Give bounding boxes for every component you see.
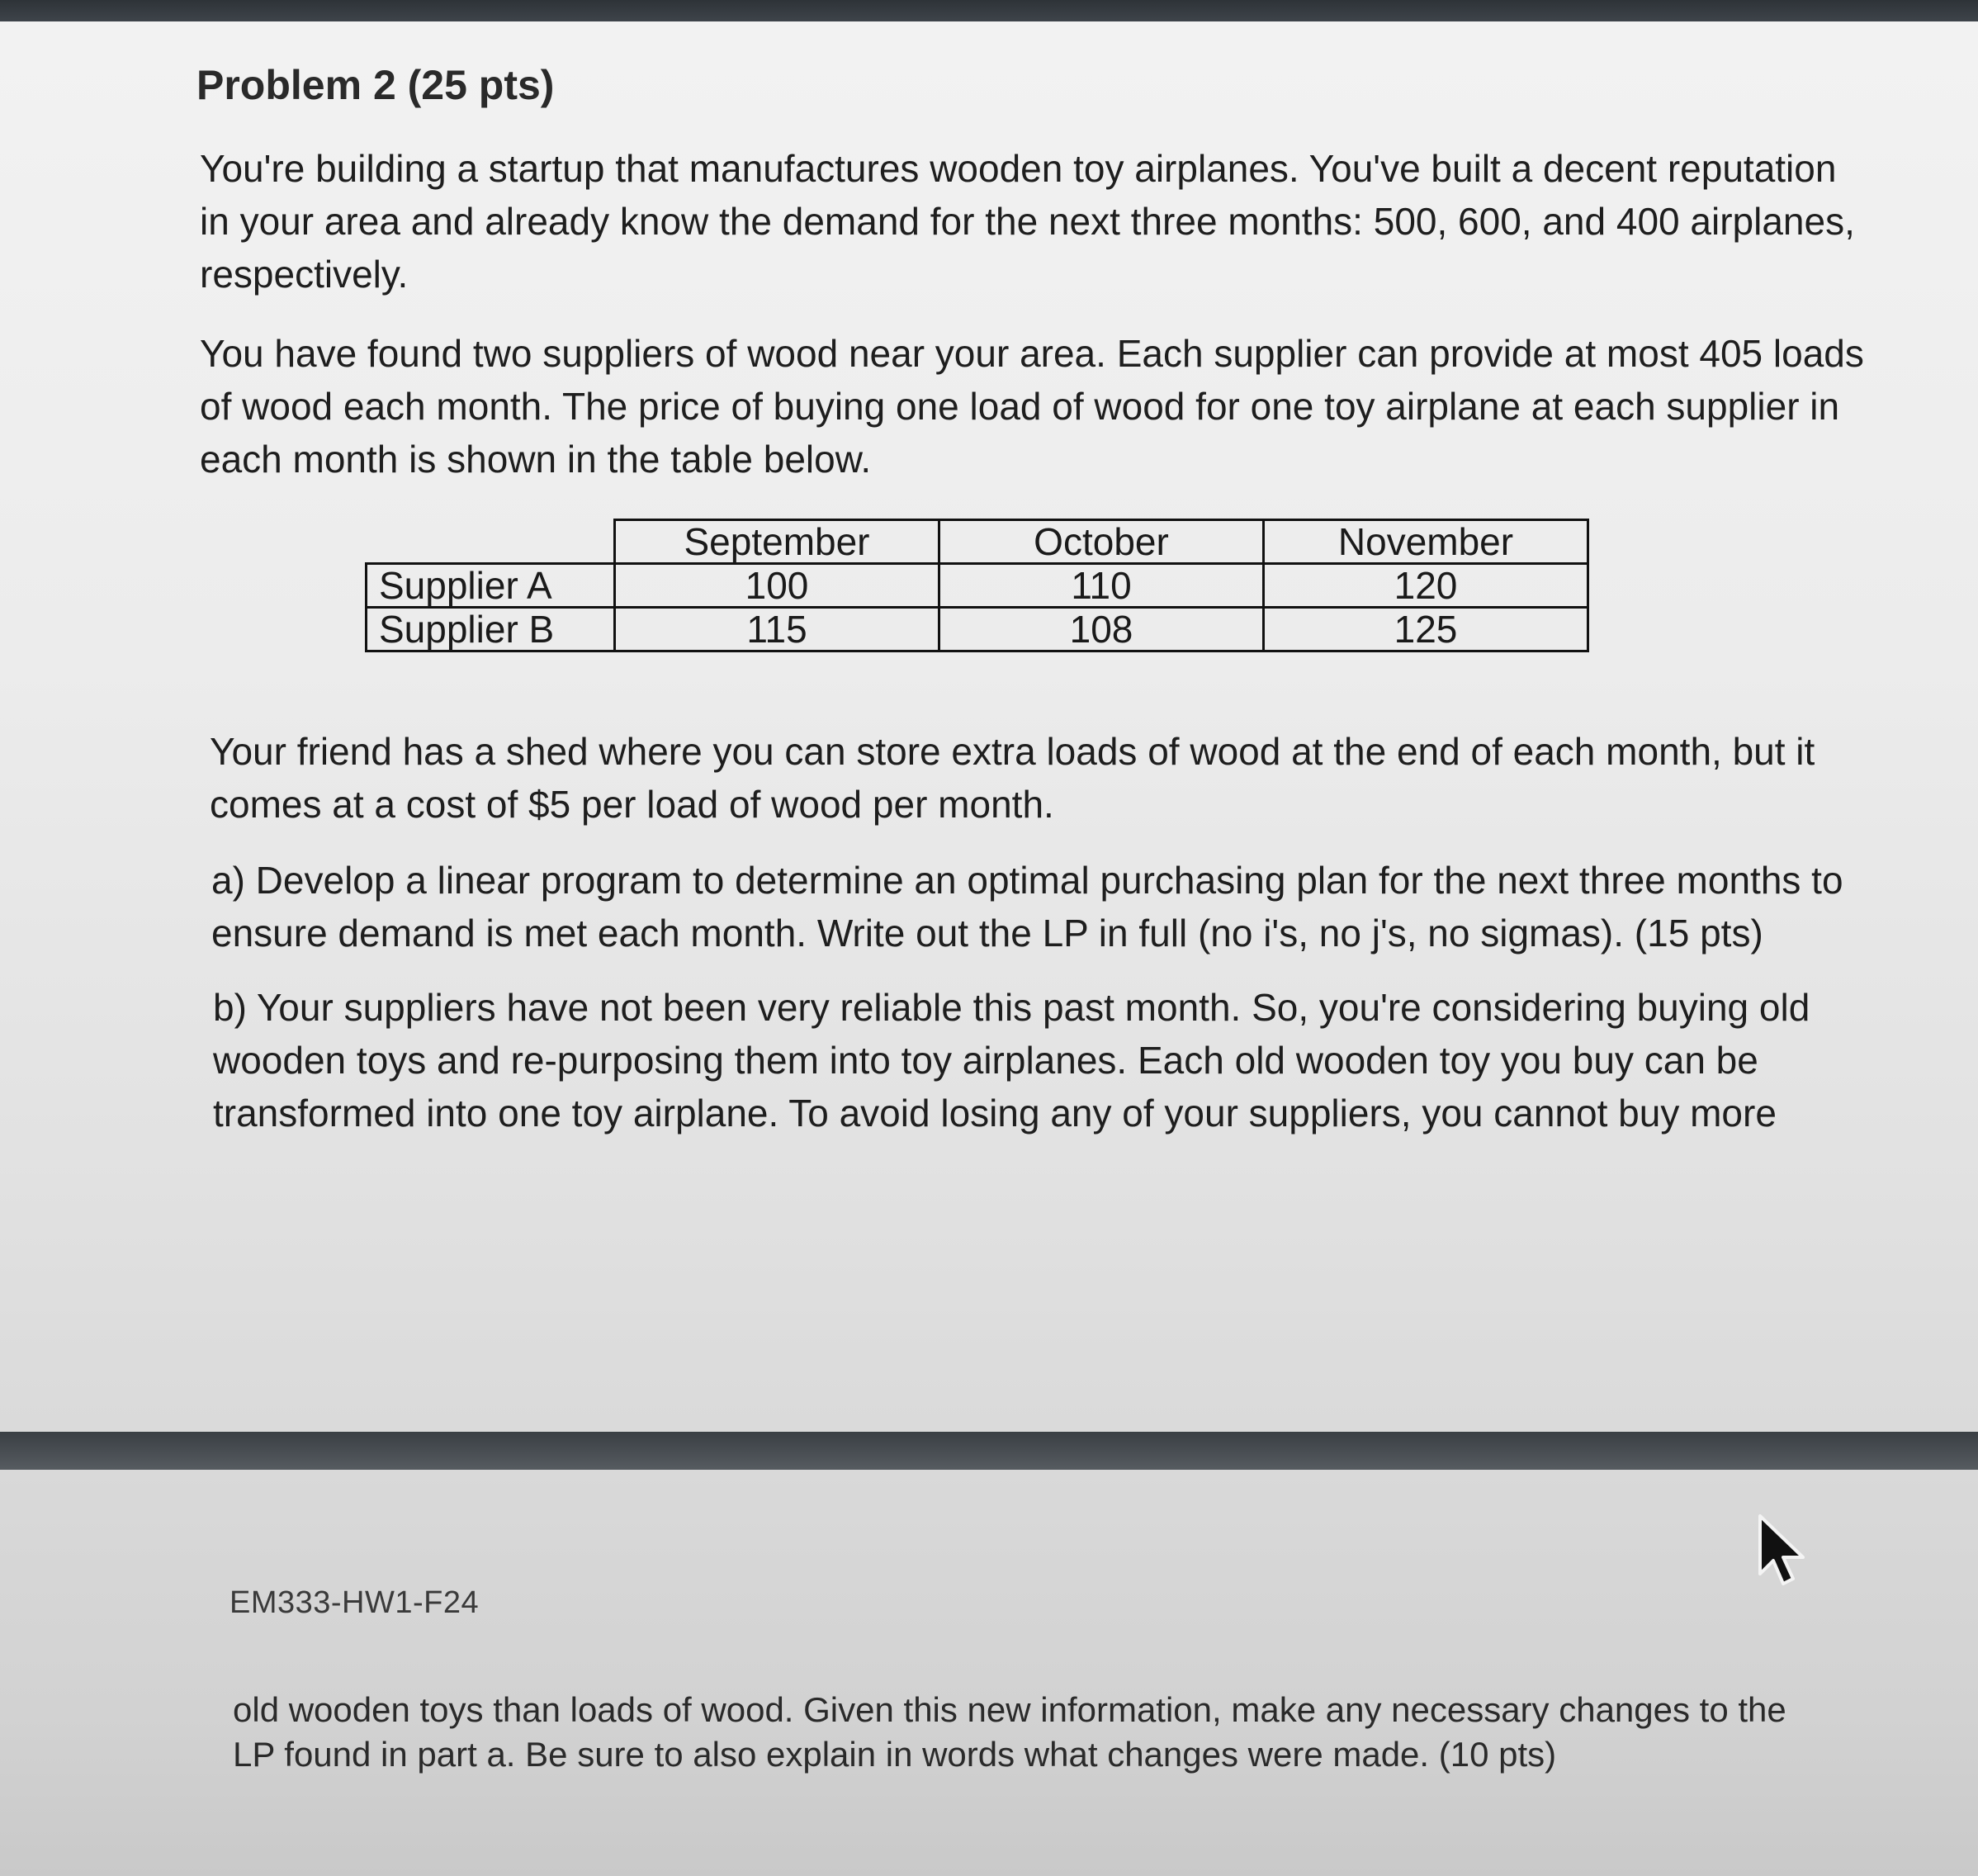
column-header-october: October: [939, 520, 1264, 564]
intro-paragraph: You're building a startup that manufactures wooden toy airplanes. You've built a decent reputation in your area and already know the demand for the next three months: 500, 600, and 400 airplanes, respectively.: [200, 147, 1855, 296]
row-label-supplier-a: Supplier A: [367, 564, 615, 608]
row-label-supplier-b: Supplier B: [367, 608, 615, 651]
page-lower: [0, 1470, 1978, 1876]
price-cell: 115: [615, 608, 939, 651]
table-corner: [367, 520, 615, 564]
price-table: [365, 519, 1589, 652]
top-bezel: [0, 0, 1978, 21]
price-cell: 125: [1264, 608, 1588, 651]
page-break: [0, 1432, 1978, 1470]
price-cell: 108: [939, 608, 1264, 651]
price-cell: 100: [615, 564, 939, 608]
storage-paragraph: Your friend has a shed where you can store extra loads of wood at the end of each month, but it comes at a cost of $5 per load of wood per month.: [210, 730, 1815, 826]
column-header-november: November: [1264, 520, 1588, 564]
price-cell: 110: [939, 564, 1264, 608]
table-row: [367, 608, 1588, 651]
table-row: [367, 564, 1588, 608]
part-a-paragraph: a) Develop a linear program to determine an optimal purchasing plan for the next three months to ensure demand is met each month. Write out the LP in full (no i's, no j's, no sigmas). (15 pts): [211, 859, 1843, 955]
suppliers-paragraph: You have found two suppliers of wood near your area. Each supplier can provide at most 405 loads of wood each month. The price of buying one load of wood for one toy airplane at each supplier in each month is shown in the table below.: [200, 332, 1864, 481]
column-header-september: September: [615, 520, 939, 564]
document-footer-code: EM333-HW1-F24: [230, 1585, 480, 1620]
part-b-continuation: old wooden toys than loads of wood. Given this new information, make any necessary changes to the LP found in part a. Be sure to also explain in words what changes were made. (10 pts): [233, 1690, 1786, 1774]
price-cell: 120: [1264, 564, 1588, 608]
problem-title: Problem 2 (25 pts): [196, 62, 555, 108]
part-b-paragraph: b) Your suppliers have not been very reliable this past month. So, you're considering buying old wooden toys and re-purposing them into toy airplanes. Each old wooden toy you buy can be transformed into one toy airplane. To avoid losing any of your suppliers, you cannot buy more: [213, 986, 1810, 1135]
mouse-pointer-icon: [1755, 1513, 1813, 1587]
table-header-row: [367, 520, 1588, 564]
